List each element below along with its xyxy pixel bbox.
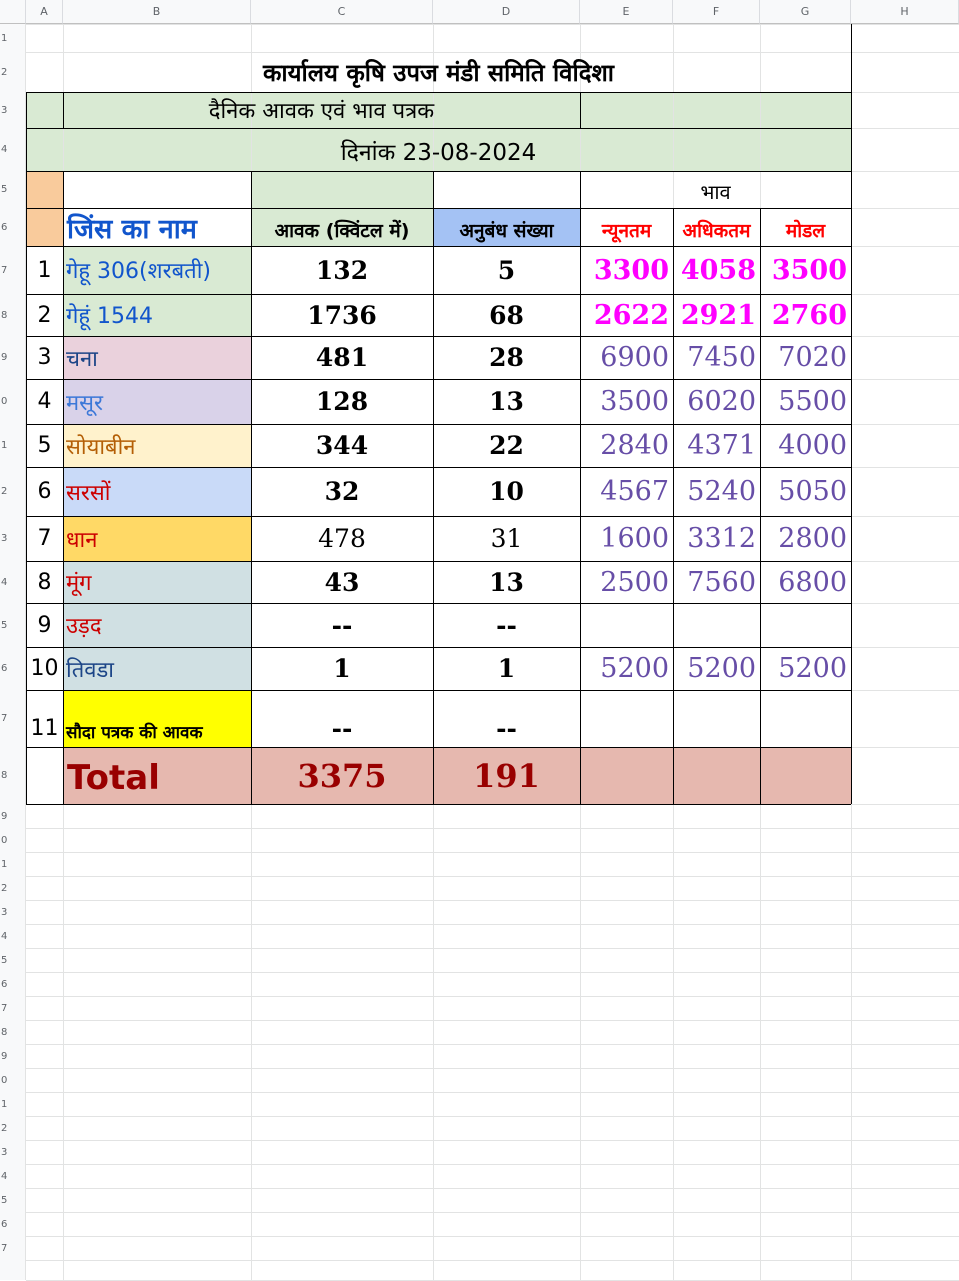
contracts-cell[interactable]: 31 [490,524,523,553]
row-number[interactable]: 4 [1,576,8,588]
row-serial-number: 2 [37,302,52,328]
row-number[interactable]: 2 [1,882,8,894]
grid-hline [26,972,959,973]
modal-price-cell[interactable] [760,603,851,647]
min-price-cell[interactable]: 2500 [600,566,669,598]
min-price-cell[interactable]: 4567 [600,476,669,507]
grid-hline [26,828,959,829]
column-header-c[interactable] [251,0,433,24]
contracts-column-header: अनुबंध संख्या [459,220,554,242]
grid-hline [26,1092,959,1093]
min-price-cell[interactable]: 1600 [600,523,669,554]
grid-hline [26,1116,959,1117]
column-letter: H [900,5,909,18]
column-letter: B [152,5,161,18]
column-letter: F [712,5,720,18]
row-number[interactable]: 1 [1,440,8,451]
min-price-cell[interactable]: 2622 [593,299,669,331]
row-serial-number: 5 [37,433,52,458]
contracts-cell[interactable]: 10 [489,477,524,506]
contracts-cell[interactable]: 1 [497,654,516,683]
modal-price-header: मोडल [785,220,826,242]
grid-hline [26,924,959,925]
total-arrival[interactable]: 3375 [297,756,387,795]
row-number[interactable]: 7 [1,713,8,724]
min-price-cell[interactable]: 5200 [600,653,669,684]
contracts-cell[interactable]: 28 [489,343,524,372]
row-number[interactable]: 1 [1,1098,8,1110]
row-number[interactable]: 9 [1,1050,8,1062]
sheet-subtitle: दैनिक आवक एवं भाव पत्रक [208,99,435,124]
grid-hline [26,1260,959,1261]
select-all-corner[interactable] [0,0,26,24]
grid-hline [26,1020,959,1021]
modal-price-cell[interactable]: 3500 [771,254,847,286]
row-number[interactable]: 0 [1,1074,8,1086]
max-price-cell[interactable]: 5200 [687,653,756,684]
arrival-cell[interactable]: 132 [315,255,369,285]
row-number[interactable]: 4 [1,144,8,155]
row-number[interactable]: 7 [1,264,8,276]
total-label[interactable]: Total [67,758,160,798]
min-price-cell[interactable] [580,603,673,647]
max-price-cell[interactable]: 7560 [687,566,756,598]
column-letter: E [622,5,630,18]
sheet-title: कार्यालय कृषि उपज मंडी समिति विदिशा [262,58,615,87]
max-price-cell[interactable]: 3312 [687,523,756,554]
arrival-column-header: आवक (क्विंटल में) [274,220,410,242]
arrival-cell[interactable]: -- [331,714,353,743]
grid-hline [26,876,959,877]
row-serial-number: 9 [37,612,52,638]
arrival-cell[interactable]: 43 [324,567,360,597]
row-number[interactable]: 4 [1,930,8,942]
min-price-cell[interactable]: 3500 [600,386,669,417]
commodity-name[interactable]: उड़द [66,614,102,639]
row-number[interactable]: 7 [1,1002,8,1014]
name-column-header: जिंस का नाम [67,213,197,245]
column-letter: C [337,5,346,18]
row-number[interactable]: 8 [1,1026,8,1038]
grid-hline [26,1068,959,1069]
grid-hline [26,1044,959,1045]
row-number[interactable]: 3 [1,533,8,544]
row-number[interactable]: 0 [1,396,8,407]
table-border-h [26,171,851,172]
row-number[interactable]: 1 [1,858,8,870]
row-number[interactable]: 7 [1,1242,8,1254]
contracts-cell[interactable]: -- [496,714,517,743]
column-letter: D [501,5,511,18]
column-header-d[interactable] [433,0,580,24]
modal-price-cell[interactable]: 2760 [771,299,847,331]
grid-hline [26,852,959,853]
arrival-cell[interactable]: 1736 [307,300,377,330]
contracts-cell[interactable]: 22 [489,431,524,460]
commodity-name[interactable]: धान [66,527,98,553]
max-price-cell[interactable] [673,690,760,747]
row-serial-number: 4 [37,389,52,414]
column-header-e[interactable] [580,0,673,24]
contracts-cell[interactable]: 13 [489,567,524,597]
bhav-header: भाव [700,179,731,204]
min-price-cell[interactable]: 3300 [593,254,669,286]
row-number[interactable]: 4 [1,1170,8,1182]
grid-hline [26,996,959,997]
commodity-name[interactable]: सोयाबीन [66,434,136,460]
contracts-cell[interactable]: -- [496,610,517,640]
row-serial-number: 7 [37,526,52,551]
arrival-cell[interactable]: 32 [324,477,360,506]
modal-price-cell[interactable]: 4000 [778,430,847,461]
row-number[interactable]: 5 [1,954,8,966]
arrival-cell[interactable]: 344 [315,431,369,460]
max-price-cell[interactable]: 5240 [687,476,756,507]
row-serial-number: 1 [37,257,52,283]
grid-hline [26,1164,959,1165]
row-number[interactable]: 3 [1,104,8,116]
total-contracts[interactable]: 191 [473,756,540,795]
grid-hline [26,1236,959,1237]
row-serial-number: 6 [37,479,52,504]
max-price-cell[interactable]: 6020 [687,386,756,417]
grid-hline [26,900,959,901]
column-header-h[interactable] [851,0,959,24]
row-number[interactable]: 6 [1,663,8,674]
min-price-cell[interactable]: 2840 [600,430,669,461]
commodity-name[interactable]: मूंग [66,571,92,596]
modal-price-cell[interactable]: 6800 [778,566,847,598]
row-number[interactable]: 6 [1,1218,8,1230]
column-letter: A [40,5,48,18]
modal-price-cell[interactable]: 5200 [778,653,847,684]
sheet-date: दिनांक 23-08-2024 [340,139,537,166]
row-number[interactable]: 6 [1,221,8,233]
contracts-cell[interactable]: 68 [489,300,524,330]
commodity-name[interactable]: गेहूं 1544 [66,304,154,329]
row-number[interactable]: 2 [1,1122,8,1134]
modal-price-cell[interactable] [760,690,851,747]
table-border-bottom [26,804,851,805]
row-number[interactable]: 5 [1,1194,8,1206]
max-price-cell[interactable]: 4058 [680,254,756,286]
commodity-name[interactable]: मसूर [66,390,104,416]
commodity-name[interactable]: गेहू 306(शरबती) [66,259,211,284]
row-number[interactable]: 8 [1,309,8,321]
modal-price-cell[interactable]: 5050 [778,476,847,507]
commodity-name[interactable]: सौदा पत्रक की आवक [66,723,203,743]
grid-hline [26,948,959,949]
grid-hline [26,24,959,25]
row-serial-number: 11 [30,716,59,741]
arrival-cell[interactable]: 128 [315,387,369,416]
row-number[interactable]: 1 [1,32,8,44]
max-price-cell[interactable]: 7450 [687,342,756,373]
row-number[interactable]: 2 [1,66,8,78]
table-border-right [851,24,852,804]
column-header-g[interactable] [760,0,851,24]
max-price-cell[interactable]: 2921 [680,299,756,331]
arrival-cell[interactable]: 1 [333,654,351,683]
row-number[interactable]: 5 [1,619,8,631]
row-number[interactable]: 3 [1,1146,8,1158]
arrival-cell[interactable]: -- [331,610,353,640]
modal-price-cell[interactable]: 7020 [778,342,847,373]
commodity-name[interactable]: चना [66,346,98,372]
row-serial-number: 3 [37,345,52,370]
grid-hline [26,1212,959,1213]
column-header-a[interactable] [26,0,63,24]
grid-hline [26,1188,959,1189]
row-number[interactable]: 8 [1,770,8,781]
table-border-v [580,92,581,128]
row-number[interactable]: 9 [1,352,8,363]
row-number[interactable]: 3 [1,906,8,918]
row-serial-number: 8 [37,569,52,595]
min-price-header: न्यूनतम [601,220,652,242]
grid-hline [26,1140,959,1141]
commodity-name[interactable]: सरसों [66,480,111,506]
column-header-f[interactable] [673,0,760,24]
arrival-cell[interactable]: 481 [315,343,369,372]
commodity-name[interactable]: तिवडा [66,657,114,683]
column-letter: G [800,5,810,18]
row-number[interactable]: 9 [1,810,8,822]
row-number[interactable]: 5 [1,184,8,195]
table-border-h [26,128,851,129]
column-header-b[interactable] [63,0,251,24]
max-price-cell[interactable] [673,603,760,647]
min-price-cell[interactable]: 6900 [600,342,669,373]
row-number[interactable]: 6 [1,978,8,990]
row-serial-number: 10 [30,656,59,681]
contracts-cell[interactable]: 5 [497,255,516,285]
row-number[interactable]: 2 [1,486,8,497]
min-price-cell[interactable] [580,690,673,747]
modal-price-cell[interactable]: 5500 [778,386,847,417]
max-price-cell[interactable]: 4371 [687,430,756,461]
modal-price-cell[interactable]: 2800 [778,523,847,554]
arrival-cell[interactable]: 478 [318,524,366,553]
contracts-cell[interactable]: 13 [489,387,524,416]
row-number[interactable]: 0 [1,834,8,846]
max-price-header: अधिकतम [682,220,751,242]
